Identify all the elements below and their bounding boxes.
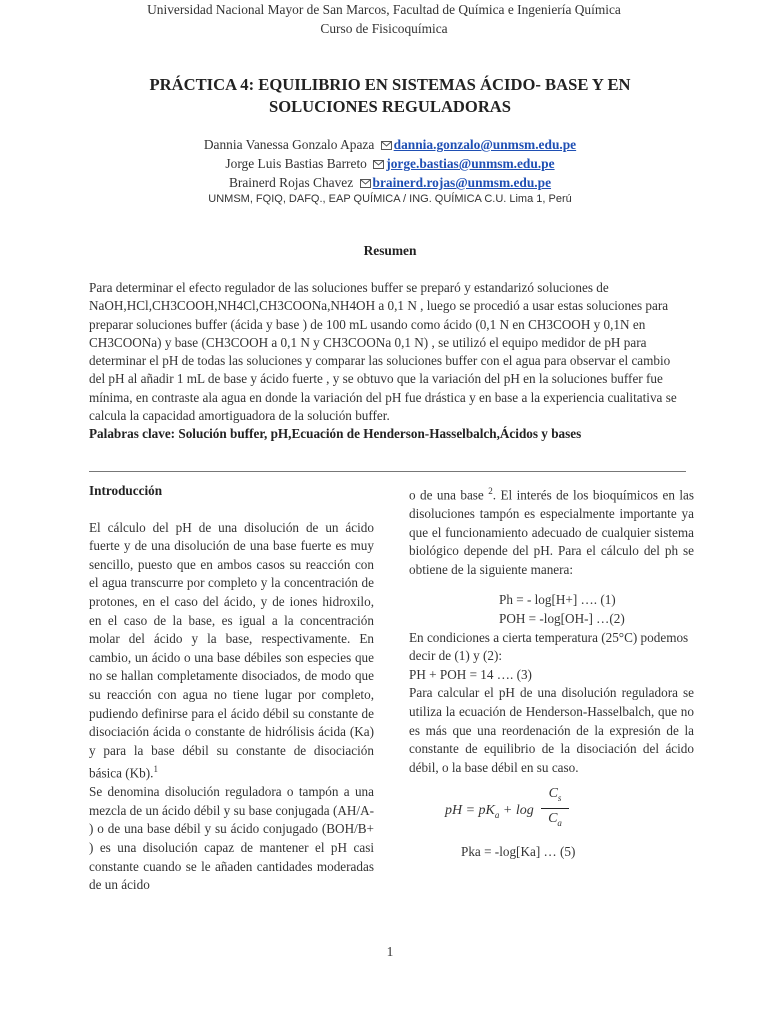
hh-numerator: $C_s$	[548, 786, 562, 804]
citation-ref: 2	[488, 486, 493, 496]
fraction-bar	[541, 808, 569, 809]
author-name: Dannia Vanessa Gonzalo Apaza	[203, 137, 375, 152]
author-row	[0, 135, 768, 154]
header-institution: Universidad Nacional Mayor de San Marcos, Facultad de Química e Ingeniería Química	[147, 2, 621, 17]
author-row	[0, 173, 768, 192]
author-name: Jorge Luis Bastias Barreto	[225, 156, 367, 171]
continuation-paragraph	[409, 482, 694, 579]
conditions-paragraph: En condiciones a cierta temperatura (25°C) podemos decir de (1) y (2):	[409, 629, 689, 664]
author-email-link[interactable]: dannia.gonzalo@unmsm.edu.pe	[393, 137, 577, 152]
affiliation: UNMSM, FQIQ, DAFQ., EAP QUÍMICA / ING. QUÍMICA C.U. Lima 1, Perú	[208, 193, 572, 205]
envelope-icon	[381, 141, 392, 150]
equation-2: POH = -log[OH-] …(2)	[499, 610, 625, 626]
left-column	[89, 482, 374, 895]
author-email-link[interactable]: brainerd.rojas@unmsm.edu.pe	[372, 175, 552, 190]
continuation-start: o de una base	[409, 487, 484, 503]
intro-paragraph	[89, 519, 374, 784]
author-email-link[interactable]: jorge.bastias@unmsm.edu.pe	[386, 156, 555, 171]
title-line-1: PRÁCTICA 4: EQUILIBRIO EN SISTEMAS ÁCIDO- BASE Y EN	[149, 75, 631, 94]
title-line-2: SOLUCIONES REGULADORAS	[268, 97, 512, 116]
abstract-text: Para determinar el efecto regulador de las soluciones buffer se preparó y estandarizó soluciones de NaOH,HCl,CH3COOH,NH4Cl,CH3COONa,NH4OH a 0,1 N , luego se procedió a usar estas soluciones para preparar soluciones buffer (ácida y base ) de 100 mL usando como ácido (0,1 N en CH3COOH y 0,1N en CH3COONa) y base (CH3COOH a 0,1 N y CH3COONa 0,1 N) , se utilizó el equipo medidor de pH para determinar el pH de todas las soluciones y comparar las soluciones buffer con el agua para observar el cambio del pH al añadir 1 mL de base y ácido fuerte , y se obtuvo que la variación del pH en la soluciones buffer fue mínima, en contraste ala agua en donde la variación del pH fue drástica y en base a la experiencia cualitativa se calcula la capacidad amortiguadora de la solución buffer.	[89, 280, 677, 424]
author-name: Brainerd Rojas Chavez	[228, 175, 354, 190]
section-divider	[89, 471, 686, 472]
section-heading-introduccion: Introducción	[89, 483, 163, 498]
envelope-icon	[360, 179, 371, 188]
author-row	[0, 154, 768, 173]
hh-fraction	[541, 785, 569, 832]
envelope-icon	[373, 160, 384, 169]
citation-ref: 1	[153, 764, 158, 775]
continuation-text: . El interés de los bioquímicos en las disoluciones tampón es especialmente importante ya que el funcionamiento adecuado de cualquier sistema biológico depende del pH. Para el cálculo del ph se obtiene de la siguiente manera:	[409, 487, 695, 577]
paper-title	[100, 74, 680, 118]
equation-5: Pka = -log[Ka] … (5)	[461, 844, 576, 860]
henderson-paragraph: Para calcular el pH de una disolución reguladora se utiliza la ecuación de Henderson-Hasselbalch, que no es más que una reordenación de la expresión de la constante de equilibrio de la disociación del ácido débil, o la base débil en su caso.	[409, 685, 694, 775]
buffer-paragraph: Se denomina disolución reguladora o tampón a una mezcla de un ácido débil y su base conjugada (AH/A- ) o de una base débil y su ácido conjugado (BOH/B+ ) es una disolución capaz de mantener el pH casi constante cuando se le añaden cantidades moderadas de un ácido	[89, 784, 374, 893]
abstract	[89, 279, 686, 444]
keywords: Palabras clave: Solución buffer, pH,Ecuación de Henderson-Hasselbalch,Ácidos y bases	[89, 426, 582, 442]
page-number: 1	[386, 944, 394, 959]
header-course: Curso de Fisicoquímica	[320, 21, 448, 36]
hh-denominator: $C_a$	[548, 811, 562, 828]
equation-3: PH + POH = 14 …. (3)	[409, 666, 532, 682]
right-column	[409, 482, 694, 862]
equation-1: Ph = - log[H+] …. (1)	[499, 592, 616, 608]
hh-left-side: pH = $pK_a + \log$	[445, 803, 534, 821]
author-block	[0, 135, 768, 207]
henderson-hasselbalch-equation	[409, 785, 694, 841]
abstract-heading: Resumen	[363, 243, 417, 258]
intro-paragraph-text: El cálculo del pH de una disolución de un ácido fuerte y de una disolución de una base fuerte es muy sencillo, puesto que en ambos casos su reacción con el agua transcurre por completo y la concentración de protones, en el caso del ácido, y de iones hidroxilo, en el caso de la base, es igual a la concentración molar del ácido y la base, respectivamente. En cambio, un ácido o una base débiles son especies que no se hallan completamente disociados, de modo que su reacción con agua no tiene lugar por completo, pudiendo definirse para el ácido débil su constante de disociación ácida o constante de hidrólisis ácida (Ka) y para la base débil su constante de disociación básica (Kb).	[89, 519, 374, 781]
